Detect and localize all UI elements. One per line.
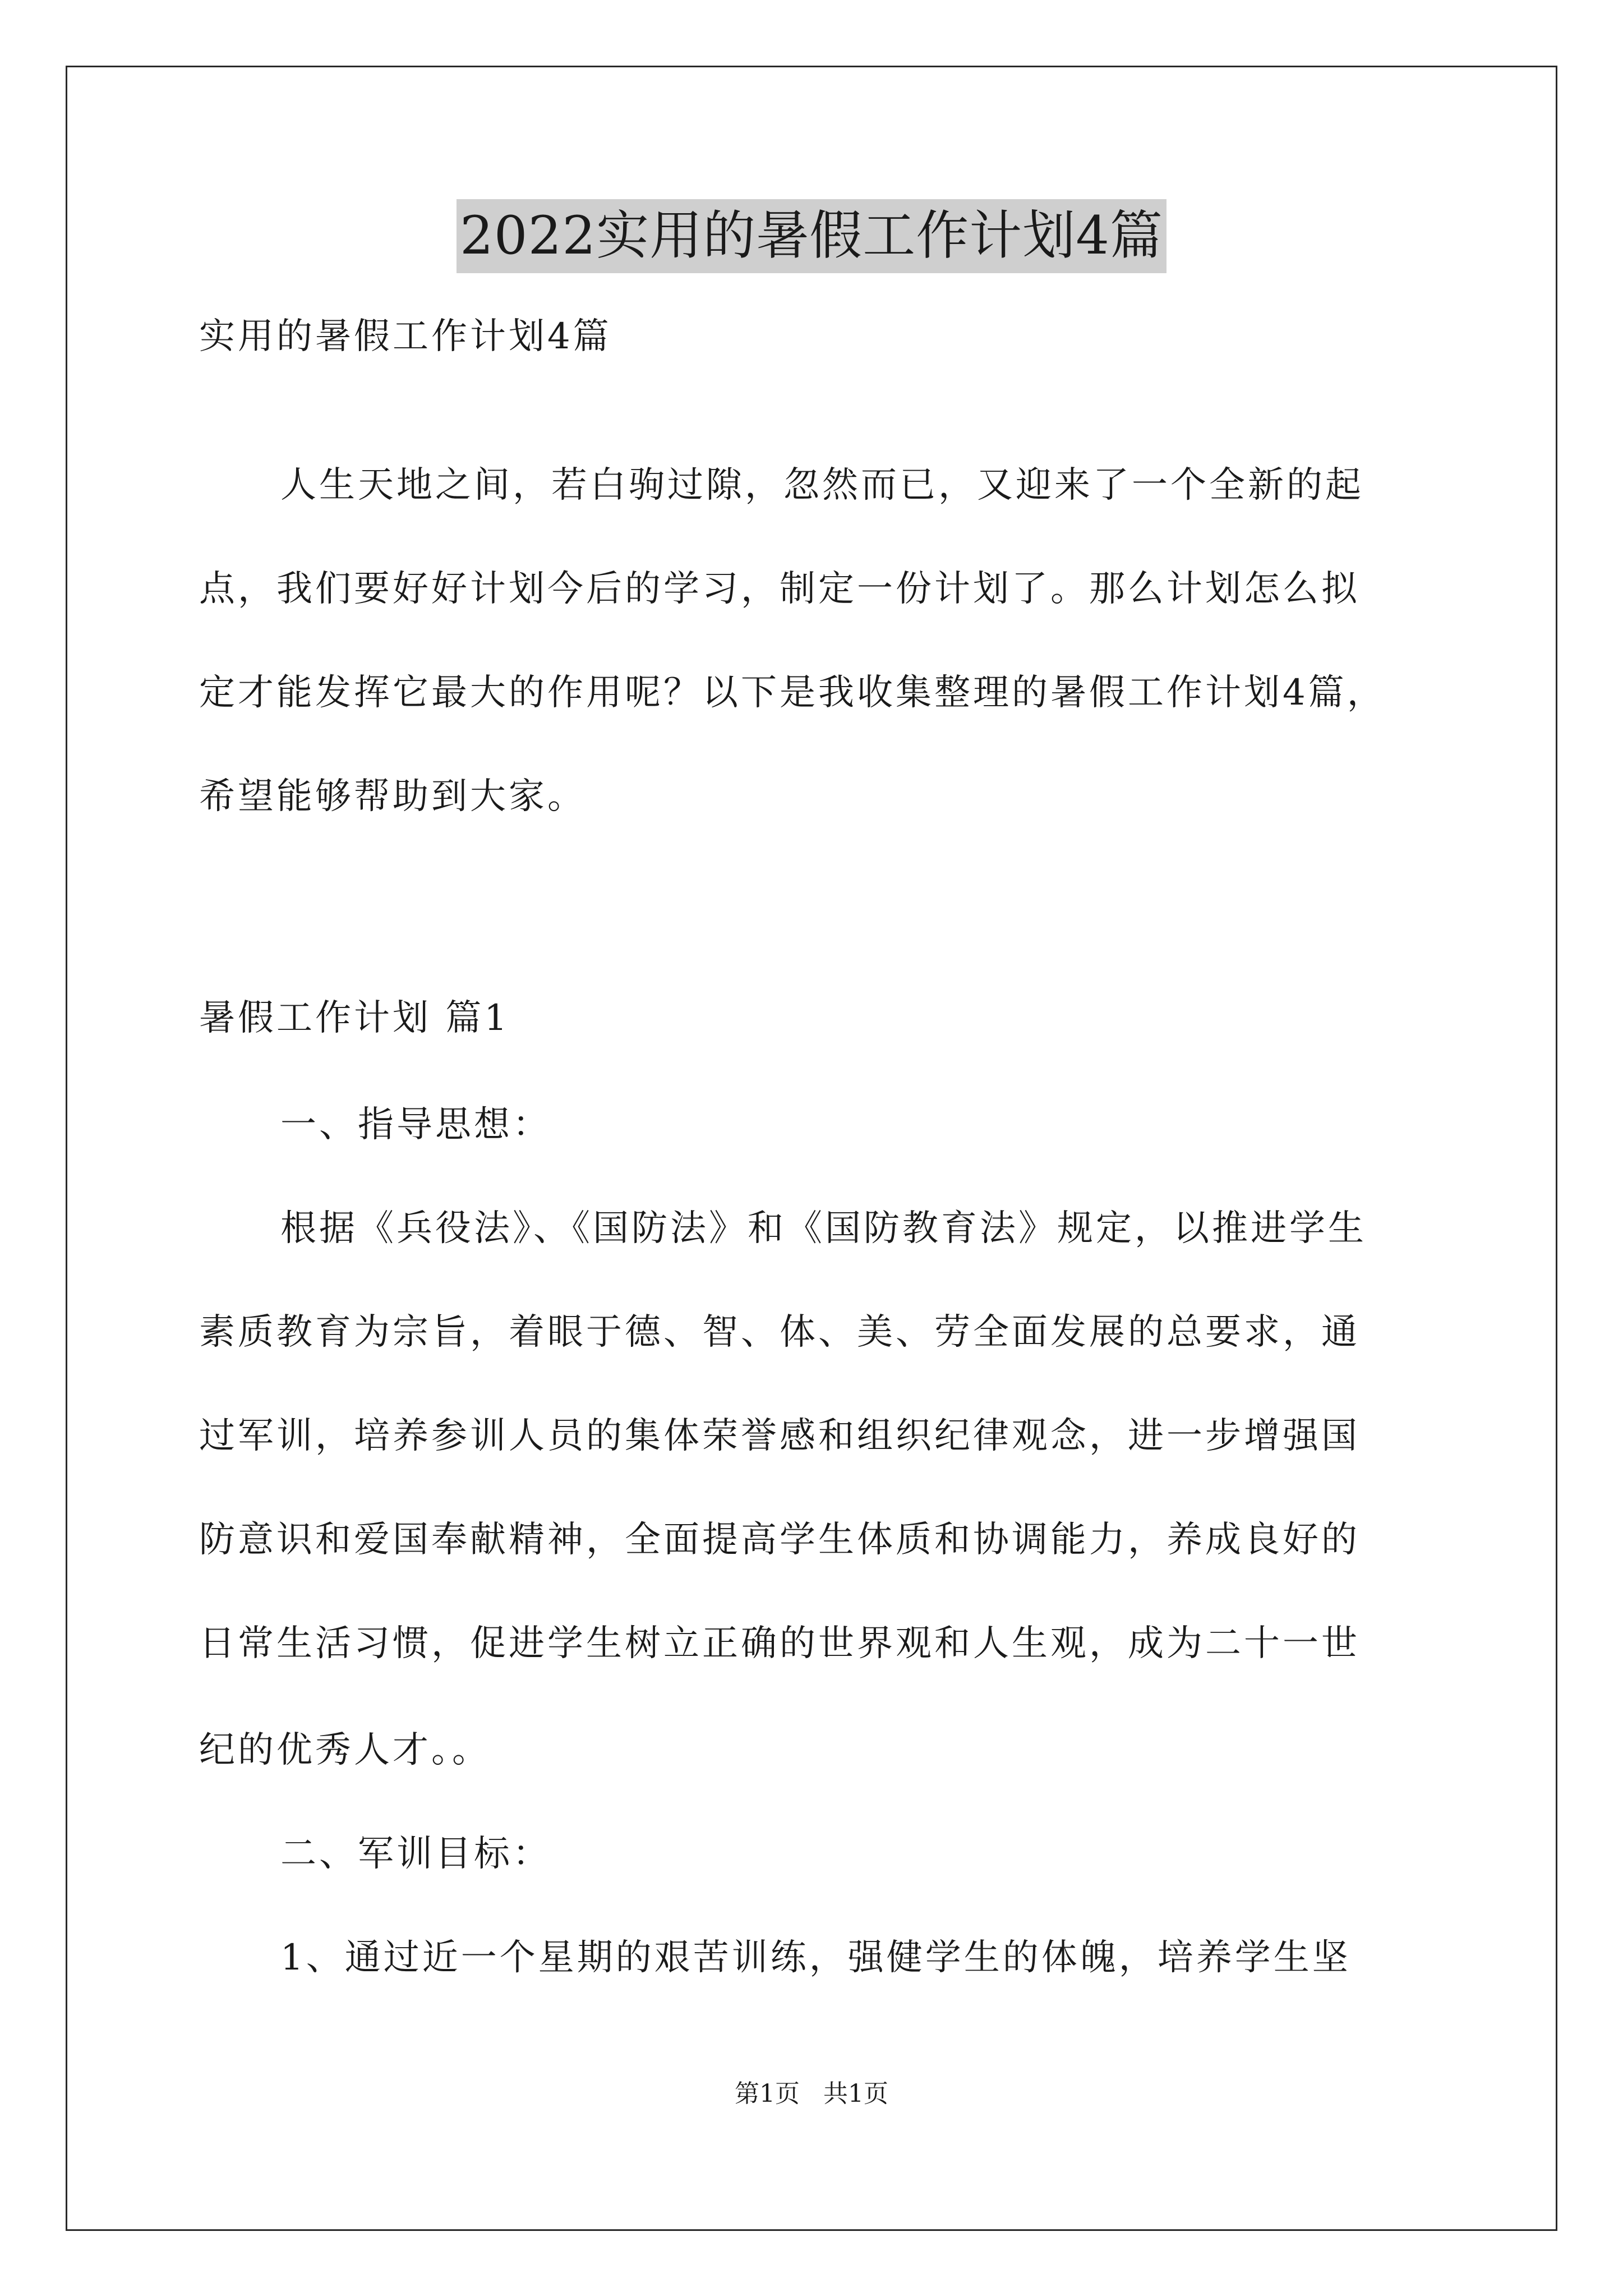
part1-line: 防意识和爱国奉献精神，全面提高学生体质和协调能力，养成良好的 xyxy=(199,1519,1360,1561)
intro-line: 希望能够帮助到大家。 xyxy=(199,776,586,817)
part2-heading: 二、军训目标： xyxy=(280,1833,551,1875)
page-footer: 第1页 共1页 xyxy=(735,2079,888,2108)
title-container xyxy=(0,199,1623,273)
intro-line: 人生天地之间，若白驹过隙，忽然而已，又迎来了一个全新的起 xyxy=(280,464,1364,506)
part1-line: 过军训，培养参训人员的集体荣誉感和组织纪律观念，进一步增强国 xyxy=(199,1415,1360,1457)
part1-line: 日常生活习惯，促进学生树立正确的世界观和人生观，成为二十一世 xyxy=(199,1623,1360,1664)
part2-line: 1、通过近一个星期的艰苦训练，强健学生的体魄，培养学生坚 xyxy=(280,1937,1351,1978)
document-subtitle: 实用的暑假工作计划4篇 xyxy=(199,316,612,357)
part1-line: 素质教育为宗旨，着眼于德、智、体、美、劳全面发展的总要求，通 xyxy=(199,1312,1360,1353)
page-border xyxy=(66,66,1557,2231)
part1-heading: 一、指导思想： xyxy=(280,1104,551,1145)
document-title: 2022实用的暑假工作计划4篇 xyxy=(457,199,1166,273)
section-heading: 暑假工作计划 篇1 xyxy=(199,997,510,1039)
part1-line: 纪的优秀人才。。 xyxy=(199,1729,491,1771)
intro-line: 点，我们要好好计划今后的学习，制定一份计划了。那么计划怎么拟 xyxy=(199,568,1360,610)
intro-line: 定才能发挥它最大的作用呢？以下是我收集整理的暑假工作计划4篇， xyxy=(199,672,1386,714)
part1-line: 根据《兵役法》、《国防法》和《国防教育法》规定，以推进学生 xyxy=(280,1208,1367,1249)
